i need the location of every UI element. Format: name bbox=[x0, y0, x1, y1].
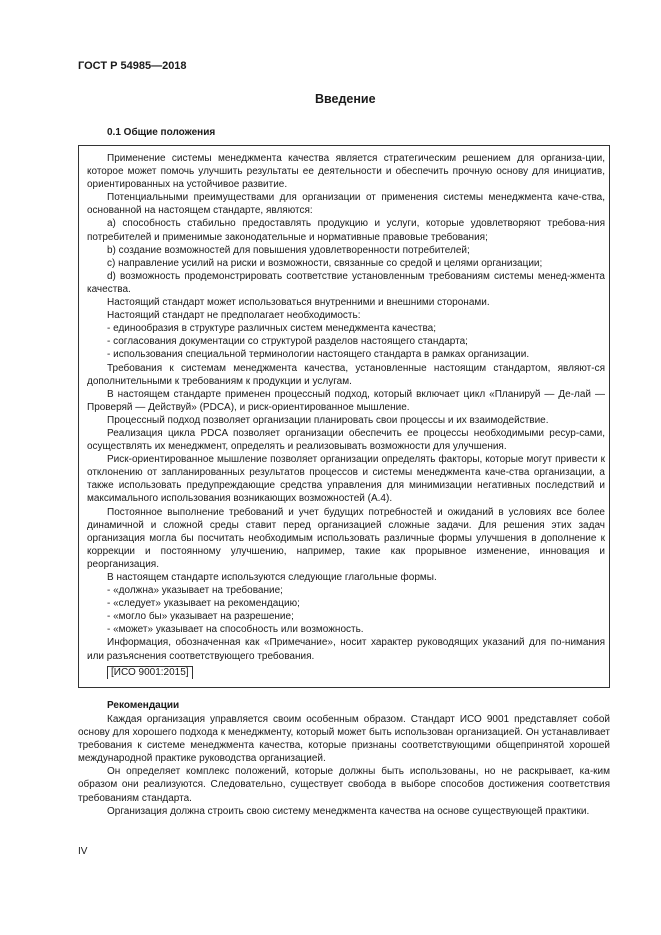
paragraph: В настоящем стандарте используются следующие глагольные формы. bbox=[107, 572, 437, 583]
paragraph: В настоящем стандарте применен процессный подход, который включает цикл «Планируй — Де-лай — Проверяй — Действуй» (PDCA), и риск-ориентированное мышление. bbox=[87, 388, 605, 413]
section-heading: 0.1 Общие положения bbox=[107, 127, 216, 138]
paragraph: Информация, обозначенная как «Примечание», носит характер руководящих указаний для по-нимания или разъяснения соответствующего требования. bbox=[87, 637, 605, 662]
paragraph: Потенциальными преимуществами для организации от применения системы менеджмента каче-ства, основанной на настоящем стандарте, являются: bbox=[87, 192, 605, 217]
recommendations-heading: Рекомендации bbox=[107, 700, 180, 711]
framed-text-content bbox=[87, 152, 605, 679]
page-title-text: Введение bbox=[315, 92, 376, 106]
list-item: c) направление усилий на риски и возможности, связанные со средой и целями организации; bbox=[107, 257, 543, 269]
paragraph: Реализация цикла PDCA позволяет организации обеспечить ее процессы необходимыми ресур-сами, осуществлять их менеджмент, определять и реализовывать возможности для улучшения. bbox=[87, 427, 605, 453]
list-item: - «может» указывает на способность или возможность. bbox=[107, 624, 364, 636]
paragraph: Требования к системам менеджмента качества, установленные настоящим стандартом, являют-ся дополнительными к требованиям к продукции и услугам. bbox=[87, 362, 605, 387]
list-item: d) возможность продемонстрировать соответствие установленным требованиям системы менед-жмента качества. bbox=[87, 270, 605, 295]
paragraph: Каждая организация управляется своим особенным образом. Стандарт ИСО 9001 представляет собой основу для хорошего подхода к менеджменту, который может быть использован организацией. Он устанавливает требования к системе менеджмента качества, которые признаны соответствующими общепринятой хорошей международной практике руководства организацией. bbox=[78, 714, 610, 765]
paragraph: Применение системы менеджмента качества является стратегическим решением для организа-ции, которое может помочь улучшить результаты ее деятельности и обеспечить прочную основу для инициатив, ориентированных на устойчивое развитие. bbox=[87, 153, 605, 191]
paragraph: Настоящий стандарт может использоваться внутренними и внешними сторонами. bbox=[107, 297, 490, 309]
list-item: - «должна» указывает на требование; bbox=[107, 585, 283, 597]
recommendations-body bbox=[78, 713, 610, 818]
list-item: a) способность стабильно предоставлять продукцию и услуги, которые удовлетворяют требова-ния потребителей и применимые законодательные и нормативные правовые требования; bbox=[87, 218, 605, 243]
list-item: - «следует» указывает на рекомендацию; bbox=[107, 598, 300, 610]
paragraph: Процессный подход позволяет организации планировать свои процессы и их взаимодействие. bbox=[107, 414, 549, 426]
paragraph: Риск-ориентированное мышление позволяет организации определять факторы, которые могут привести к отклонению от запланированных результатов процессов и системы менеджмента каче-ства организации, а также использовать предупреждающие средства управления для минимизации негативных последствий и максимального использования возникающих возможностей (А.4). bbox=[87, 454, 605, 505]
list-item: - «могло бы» указывает на разрешение; bbox=[107, 611, 294, 623]
paragraph: Постоянное выполнение требований и учет будущих потребностей и ожиданий в условиях все более динамичной и сложной среды ставит перед организацией сложные задачи. Для решения этих задач организация могла бы посчитать необходимым использовать различные формы улучшения в дополнение к коррекции и постоянному улучшению, например, такие как прорывное изменение, инновация и реорганизация. bbox=[87, 506, 605, 570]
paragraph: Настоящий стандарт не предполагает необходимость: bbox=[107, 310, 361, 322]
list-item: - единообразия в структуре различных систем менеджмента качества; bbox=[107, 323, 436, 335]
page-number: IV bbox=[78, 846, 88, 857]
list-item: - согласования документации со структурой разделов настоящего стандарта; bbox=[107, 336, 468, 348]
list-item: - использования специальной терминологии настоящего стандарта в рамках организации. bbox=[107, 349, 530, 361]
standard-header: ГОСТ Р 54985—2018 bbox=[78, 60, 187, 72]
source-reference: [ИСО 9001:2015] bbox=[107, 666, 193, 679]
list-item: b) создание возможностей для повышения удовлетворенности потребителей; bbox=[107, 244, 470, 256]
paragraph: Организация должна строить свою систему менеджмента качества на основе существующей практики. bbox=[107, 805, 590, 817]
paragraph: Он определяет комплекс положений, которые должны быть использованы, но не раскрывает, ка-ким образом они реализуются. Следовательно, существует свобода в выборе способов достижения соответствия требованиям стандарта. bbox=[78, 766, 610, 804]
